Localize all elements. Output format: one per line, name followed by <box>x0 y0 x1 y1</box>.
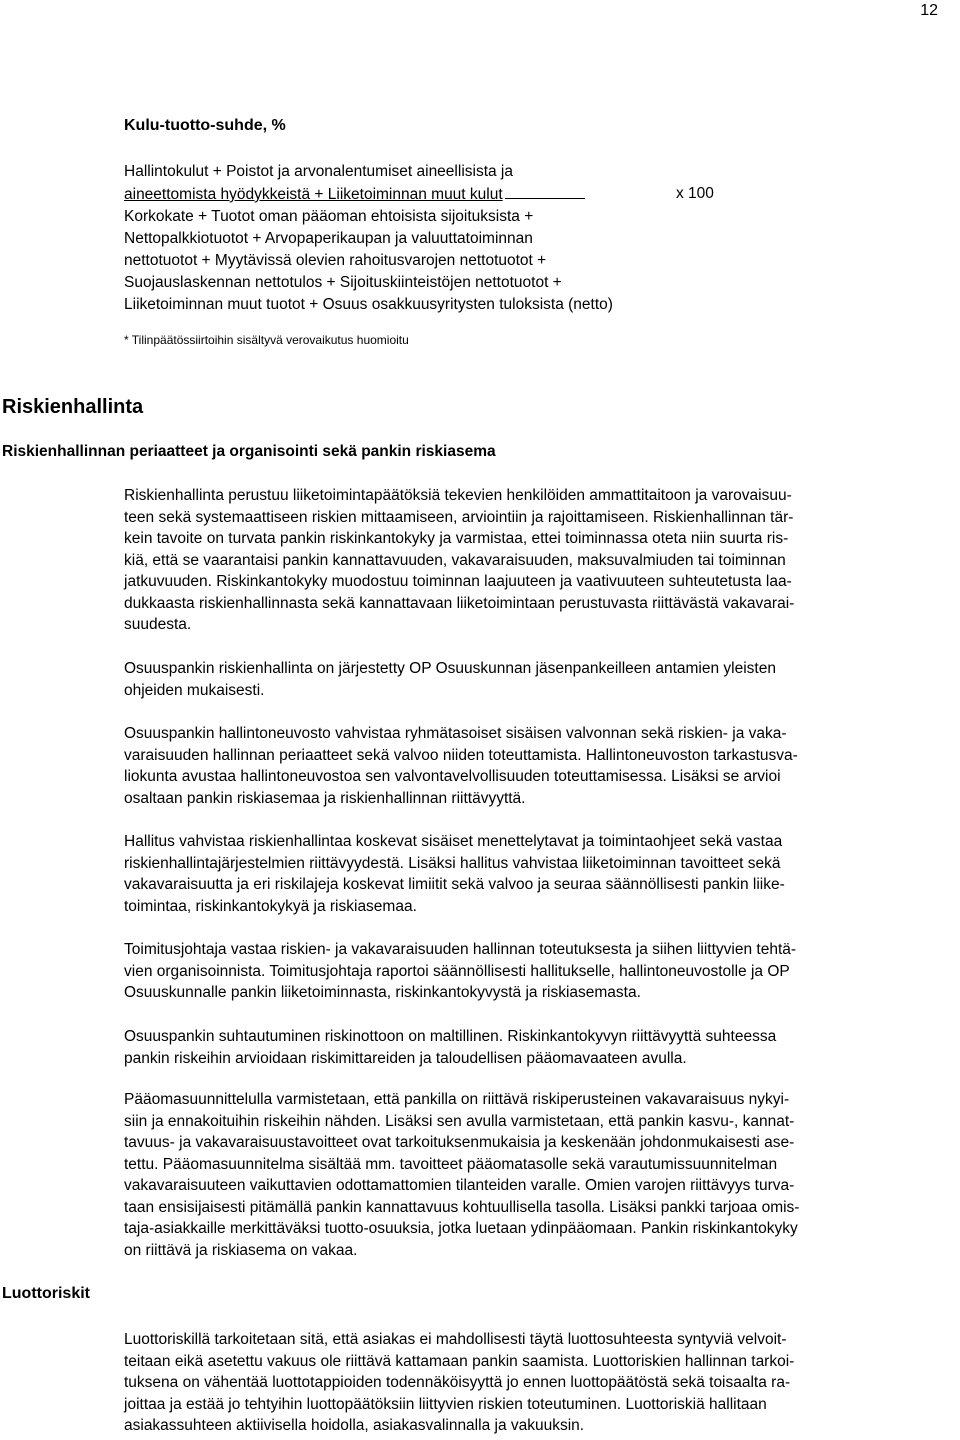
text-line: tavuus- ja vakavaraisuustavoitteet ovat tarkoituksenmukaisia ja keskenään johdonmukaisesti ase- <box>124 1134 795 1151</box>
text-line: Toimitusjohtaja vastaa riskien- ja vakavaraisuuden hallinnan toteutuksesta ja siihen liittyvien tehtä- <box>124 941 797 958</box>
formula-denominator-line: Korkokate + Tuotot oman pääoman ehtoisista sijoituksista + <box>124 208 534 225</box>
text-line: siin ja ennakoituihin riskeihin nähden. Lisäksi sen avulla varmistetaan, että pankin kasvu-, kannat- <box>124 1112 795 1130</box>
text-line: Riskienhallinta perustuu liiketoimintapäätöksiä tekevien henkilöiden ammattitaitoon ja varovaisuu- <box>124 487 792 504</box>
text-line: teen sekä systemaattiseen riskien mittaamiseen, arviointiin ja rajoittamiseen. Riskienhallinnan tär- <box>124 508 794 526</box>
credit-risk-heading: Luottoriskit <box>2 1285 90 1302</box>
cost-income-formula <box>124 161 744 316</box>
text-line: toimintaa, riskinkantokykyä ja riskiasemaa. <box>124 897 417 915</box>
formula-footnote: * Tilinpäätössiirtoihin sisältyvä verovaikutus huomioitu <box>124 333 409 347</box>
text-line: teitaan eikä asetettu vakuus ole riittävä kattamaan pankin saamista. Luottoriskien hallinnan tarkoi- <box>124 1352 795 1370</box>
formula-denominator-line: nettotuotot + Myytävissä olevien rahoitusvarojen nettotuotot + <box>124 252 547 269</box>
formula-title: Kulu-tuotto-suhde, % <box>124 117 286 134</box>
paragraph-ceo <box>124 939 944 1004</box>
paragraph-credit-risk <box>124 1329 944 1437</box>
text-line: liokunta avustaa hallintoneuvostoa sen valvontavelvollisuuden toteuttamisessa. Lisäksi se arvioi <box>124 768 781 785</box>
page-number: 12 <box>920 2 938 19</box>
formula-numerator-line: Hallintokulut + Poistot ja arvonalentumiset aineellisista ja <box>124 163 513 180</box>
text-line: Pääomasuunnittelulla varmistetaan, että pankilla on riittävä riskiperusteinen vakavaraisuus nykyi- <box>124 1091 790 1108</box>
text-line: suudesta. <box>124 616 192 633</box>
paragraph-supervisory-board <box>124 723 944 809</box>
formula-denominator-line: Nettopalkkiotuotot + Arvopaperikaupan ja valuuttatoiminnan <box>124 230 533 247</box>
formula-multiplier: x 100 <box>676 185 714 202</box>
text-line: dukkaasta riskienhallinnasta sekä kannattavaan liiketoimintaan perustuvasta riittävästä vakavarai- <box>124 594 795 612</box>
section-heading: Riskienhallinta <box>2 396 144 418</box>
text-line: vakavaraisuuteen vaikuttavien odottamattomien tilanteiden varalle. Omien varojen riittävyys turva- <box>124 1177 795 1194</box>
text-line: Osuuskunnalle pankin liiketoiminnasta, riskinkantokyvystä ja riskiasemasta. <box>124 984 641 1001</box>
formula-denominator-line: Liiketoiminnan muut tuotot + Osuus osakkuusyritysten tuloksista (netto) <box>124 296 613 313</box>
text-line: Osuuspankin hallintoneuvosto vahvistaa ryhmätasoiset sisäisen valvonnan sekä riskien- ja vaka- <box>124 725 787 742</box>
text-line: Osuuspankin riskienhallinta on järjestetty OP Osuuskunnan jäsenpankeilleen antamien yleisten <box>124 660 776 677</box>
paragraph-risk-appetite <box>124 1026 944 1069</box>
text-line: riskienhallintajärjestelmien riittävyydestä. Lisäksi hallitus vahvistaa liiketoiminnan tavoitteet sekä <box>124 854 781 872</box>
section-subheading: Riskienhallinnan periaatteet ja organisointi sekä pankin riskiasema <box>2 443 496 460</box>
paragraph-board <box>124 831 944 917</box>
text-line: varaisuuden hallinnan periaatteet sekä valvoo niiden toteuttamista. Hallintoneuvoston tarkastusva- <box>124 746 798 764</box>
text-line: kein tavoite on turvata pankin riskinkantokyky ja varmistaa, ettei toiminnassa oteta niin suurta ris- <box>124 530 789 547</box>
formula-numerator-line <box>124 183 744 206</box>
text-line: tettu. Pääomasuunnitelma sisältää mm. tavoitteet pääomatasolle sekä varautumissuunnitelman <box>124 1155 778 1173</box>
text-line: ohjeiden mukaisesti. <box>124 681 265 699</box>
text-line: tuksena on vähentää luottotappioiden todennäköisyyttä jo ennen luottopäätöstä sekä toisaalta ra- <box>124 1374 791 1391</box>
fraction-bar <box>505 183 585 199</box>
formula-denominator-line: Suojauslaskennan nettotulos + Sijoituskiinteistöjen nettotuotot + <box>124 274 562 291</box>
text-line: kiä, että se vaarantaisi pankin kannattavuuden, vakavaraisuuden, maksuvalmiuden tai toiminnan <box>124 551 786 569</box>
text-line: osaltaan pankin riskiasemaa ja riskienhallinnan riittävyyttä. <box>124 789 526 807</box>
text-line: taan ensisijaisesti pitämällä pankin kannattavuus kohtuullisella tasolla. Lisäksi pankki tarjoaa omis- <box>124 1198 800 1216</box>
text-line: Osuuspankin suhtautuminen riskinottoon on maltillinen. Riskinkantokyvyn riittävyyttä suhteessa <box>124 1028 777 1045</box>
paragraph-principles <box>124 485 944 636</box>
text-line: pankin riskeihin arvioidaan riskimittareiden ja taloudellisen pääomavaateen avulla. <box>124 1049 687 1067</box>
paragraph-organisation <box>124 658 944 701</box>
text-line: Hallitus vahvistaa riskienhallintaa koskevat sisäiset menettelytavat ja toimintaohjeet sekä vastaa <box>124 833 783 850</box>
text-line: Luottoriskillä tarkoitetaan sitä, että asiakas ei mahdollisesti täytä luottosuhteesta syntyviä velvoit- <box>124 1331 787 1348</box>
text-line: asiakassuhteen aktiivisella hoidolla, asiakasvalinnalla ja vakuuksin. <box>124 1417 585 1434</box>
paragraph-capital-planning <box>124 1089 944 1261</box>
text-line: on riittävä ja riskiasema on vakaa. <box>124 1241 358 1259</box>
text-line: joittaa ja estää jo tehtyihin luottopäätöksiin liittyvien riskien toteutuminen. Luottoriskiä hallitaan <box>124 1395 767 1413</box>
text-line: taja-asiakkaille merkittäväksi tuotto-osuuksia, jotka luetaan ydinpääomaan. Pankin riskinkantokyky <box>124 1220 798 1237</box>
text-line: jatkuvuuden. Riskinkantokyky muodostuu toiminnan laajuuteen ja vaativuuteen suhteutetusta laa- <box>124 573 792 590</box>
text-line: vien organisoinnista. Toimitusjohtaja raportoi säännöllisesti hallitukselle, hallintoneuvostolle ja OP <box>124 962 790 980</box>
text-line: vakavaraisuutta ja eri riskilajeja koskevat limiitit sekä valvoo ja seuraa säännöllisesti pankin liike- <box>124 876 785 893</box>
formula-numerator-text: aineettomista hyödykkeistä + Liiketoiminnan muut kulut <box>124 186 503 203</box>
